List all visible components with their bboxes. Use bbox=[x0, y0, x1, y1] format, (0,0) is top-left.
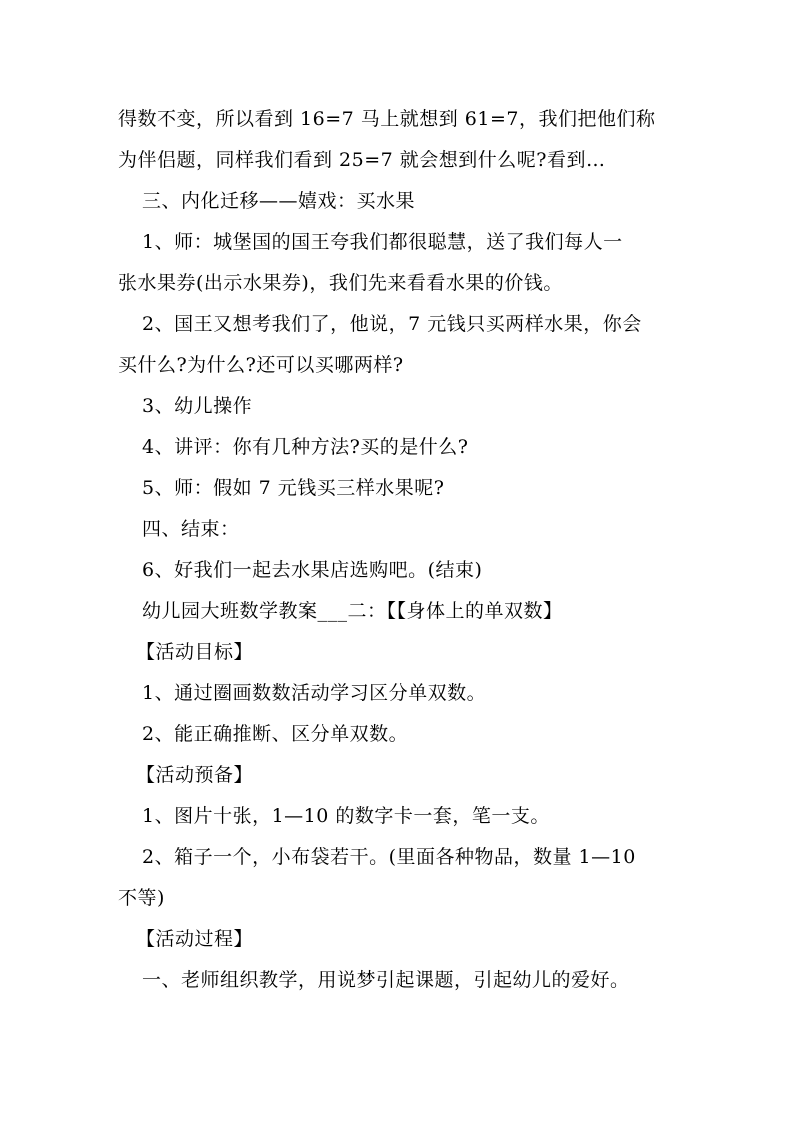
text-line: 5、师：假如 7 元钱买三样水果呢? bbox=[142, 477, 445, 499]
text-line: 得数不变，所以看到 16=7 马上就想到 61=7，我们把他们称 bbox=[118, 108, 656, 130]
text-line: 不等) bbox=[118, 887, 165, 909]
text-line: 张水果券(出示水果券)，我们先来看看水果的价钱。 bbox=[118, 272, 563, 294]
text-line: 2、国王又想考我们了，他说，7 元钱只买两样水果，你会 bbox=[142, 313, 642, 335]
text-line: 6、好我们一起去水果店选购吧。(结束) bbox=[142, 559, 483, 581]
section-heading: 【活动预备】 bbox=[136, 764, 254, 786]
section-heading: 三、内化迁移——嬉戏：买水果 bbox=[142, 190, 416, 212]
text-line: 3、幼儿操作 bbox=[142, 395, 253, 417]
text-line: 一、老师组织教学，用说梦引起课题，引起幼儿的爱好。 bbox=[142, 969, 630, 991]
text-line: 1、师：城堡国的国王夸我们都很聪慧，送了我们每人一 bbox=[142, 231, 623, 253]
section-heading: 【活动过程】 bbox=[136, 928, 254, 950]
text-line: 买什么?为什么?还可以买哪两样? bbox=[118, 354, 404, 376]
text-line: 1、图片十张，1—10 的数字卡一套，笔一支。 bbox=[142, 805, 550, 827]
text-line: 4、讲评：你有几种方法?买的是什么? bbox=[142, 436, 469, 458]
text-line: 为伴侣题，同样我们看到 25=7 就会想到什么呢?看到… bbox=[118, 149, 606, 171]
section-heading: 【活动目标】 bbox=[136, 641, 254, 663]
section-heading: 四、结束： bbox=[142, 518, 240, 540]
text-line: 2、箱子一个，小布袋若干。(里面各种物品，数量 1—10 bbox=[142, 846, 636, 868]
text-line: 1、通过圈画数数活动学习区分单双数。 bbox=[142, 682, 487, 704]
text-line: 2、能正确推断、区分单双数。 bbox=[142, 723, 409, 745]
lesson-title: 幼儿园大班数学教案___二：【【身体上的单双数】 bbox=[142, 600, 563, 622]
